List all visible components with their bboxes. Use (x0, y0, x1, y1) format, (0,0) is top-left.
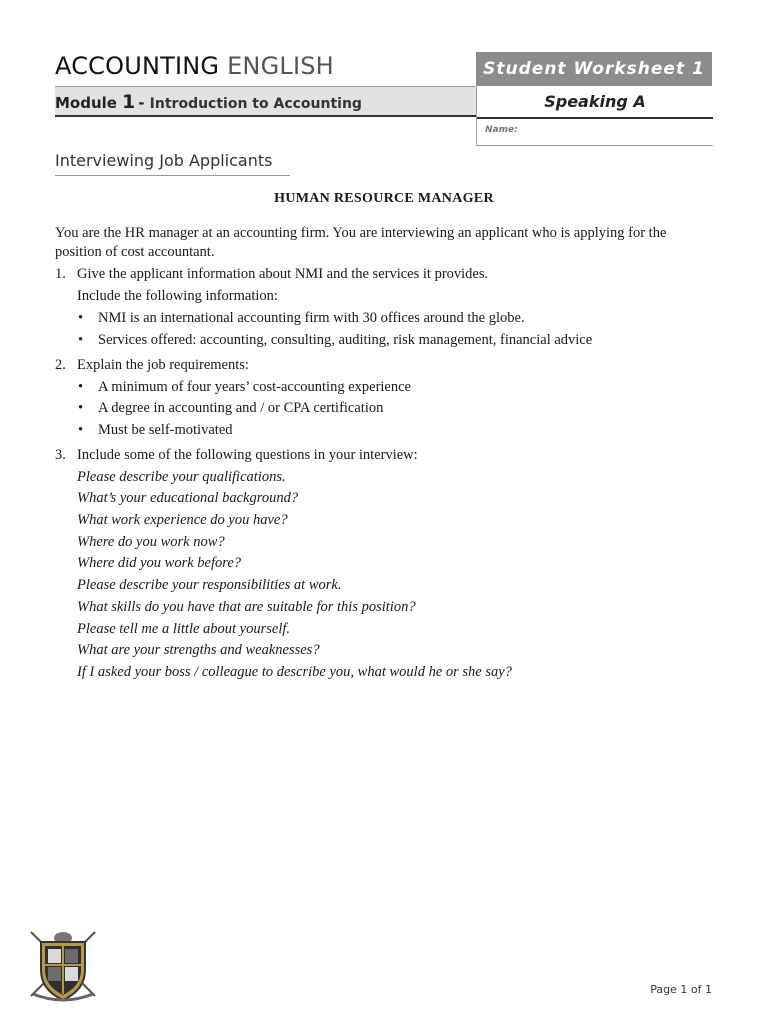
item-subtext: Include the following information: (77, 288, 278, 304)
module-bar (55, 87, 476, 117)
bullet-dot: • (78, 310, 84, 326)
title-main: ACCOUNTING (55, 52, 220, 80)
module-label: Module (55, 94, 117, 112)
item-text: Include some of the following questions in your interview: (77, 447, 418, 463)
interview-question: Where did you work before? (77, 555, 242, 571)
name-field[interactable] (476, 118, 713, 146)
item-number: 3. (55, 447, 66, 463)
bullet-dot: • (78, 332, 84, 348)
item-number: 1. (55, 266, 66, 282)
module-dash: - (138, 94, 145, 112)
speaking-label: Speaking A (544, 92, 646, 111)
page-number: Page 1 of 1 (650, 983, 712, 996)
school-crest-icon (25, 928, 101, 1004)
section-divider (55, 175, 290, 176)
interview-question: If I asked your boss / colleague to describe you, what would he or she say? (77, 664, 512, 680)
item-text: Explain the job requirements: (77, 357, 249, 373)
title-light: ENGLISH (227, 52, 334, 80)
module-title: Introduction to Accounting (149, 96, 362, 112)
section-title: Interviewing Job Applicants (55, 151, 273, 170)
bullet-dot: • (78, 422, 84, 438)
bullet-item: Must be self-motivated (98, 422, 233, 438)
document-title (55, 52, 334, 80)
interview-question: What work experience do you have? (77, 512, 288, 528)
interview-question: Please tell me a little about yourself. (77, 621, 291, 637)
bullet-item: A minimum of four years’ cost-accounting experience (98, 379, 411, 395)
bullet-item: A degree in accounting and / or CPA certification (98, 400, 384, 416)
bullet-dot: • (78, 379, 84, 395)
interview-question: Please describe your qualifications. (77, 469, 286, 485)
interview-question: What’s your educational background? (77, 490, 299, 506)
worksheet-label: Student Worksheet 1 (483, 59, 705, 79)
bullet-dot: • (78, 400, 84, 416)
bullet-item: NMI is an international accounting firm with 30 offices around the globe. (98, 310, 525, 326)
interview-question: Where do you work now? (77, 534, 225, 550)
item-text: Give the applicant information about NMI and the services it provides. (77, 266, 489, 282)
name-label: Name: (485, 125, 518, 135)
module-number: 1 (121, 91, 136, 113)
speaking-banner (476, 86, 713, 119)
interview-question: Please describe your responsibilities at work. (77, 577, 342, 593)
bullet-item: Services offered: accounting, consulting, auditing, risk management, financial advice (98, 332, 593, 348)
interview-question: What skills do you have that are suitable for this position? (77, 599, 416, 615)
intro-paragraph: You are the HR manager at an accounting firm. You are interviewing an applicant who is applying for the position of cost accountant. (55, 225, 667, 260)
module-heading (55, 91, 362, 113)
role-title: HUMAN RESOURCE MANAGER (274, 191, 494, 206)
interview-question: What are your strengths and weaknesses? (77, 642, 320, 658)
worksheet-banner (476, 52, 712, 86)
item-number: 2. (55, 357, 66, 373)
